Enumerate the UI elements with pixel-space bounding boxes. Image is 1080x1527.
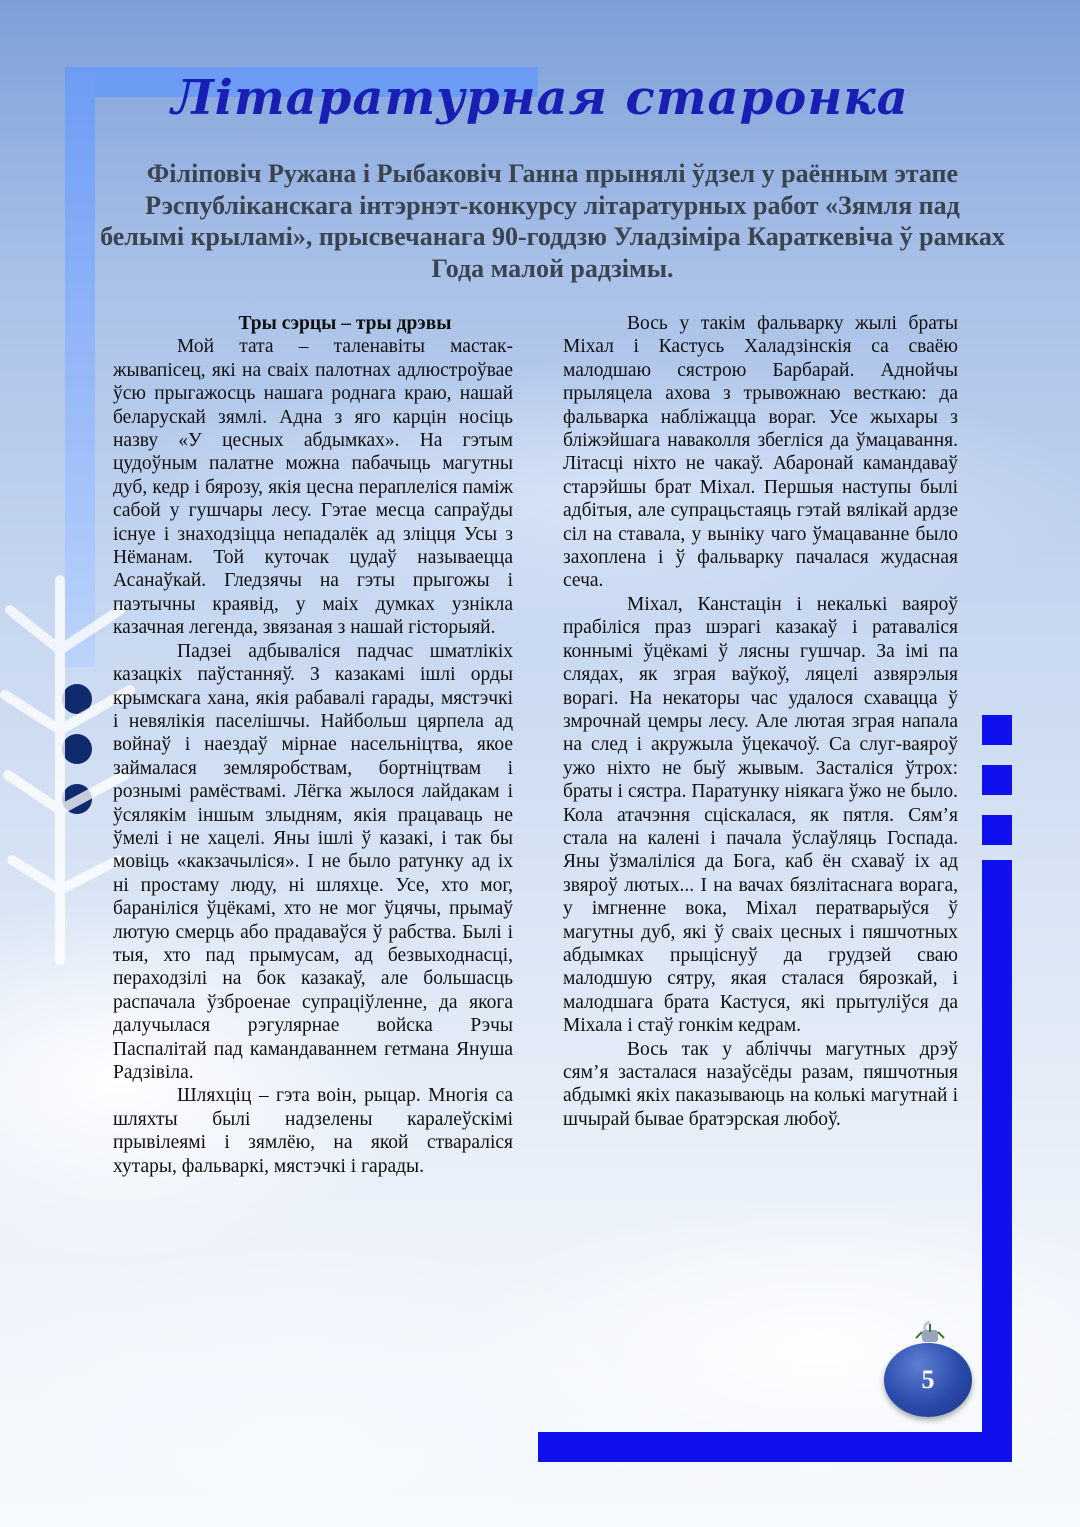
article-title: Тры сэрцы – тры дрэвы (238, 313, 452, 334)
article-paragraph: Міхал, Канстацін і некалькі ваяроў прабіліся праз шэрагі казакаў і ратаваліся коннымі ўцёкамі ў лясны гушчар. За імі па слядах, як зграя ваўкоў, ляцелі азвярэлыя ворагі. На некаторы час удалося схавацца ў змрочнай цемры лесу. Але лютая зграя напала на след і акружыла ўцекачоў. Са слуг-ваяроў ужо ніхто не быў жывым. Засталіся ўтрох: браты і сястра. Паратунку ніякага ўжо не было. Кола атачэння сціскалася, як пятля. Сям’я стала на калені і пачала ўслаўляць Госпада. Яны ўзмаліліся да Бога, каб ён схаваў іх ад звяроў лютых... І на вачах бязлітаснага ворага, у імгненне вока, Міхал ператварыўся ў магутны дуб, які ў сваіх цесных і пяшчотных абдымках прыціснуў да грудзей сваю малодшую сятру, якая сталася бярозкай, і малодшага брата Кастуся, які прытуліўся да Міхала і стаў гонкім кедрам. (563, 593, 958, 1037)
decor-square-2 (982, 765, 1012, 795)
frame-bottom-bar (538, 1432, 1012, 1462)
christmas-ornament-icon (912, 1318, 948, 1346)
article-paragraph: Вось так у абліччы магутных дрэў сям’я засталася назаўсёды разам, пяшчотныя абдымкі якіх паказываюць на колькі магутнай і шчырай бывае братэрская любоў. (563, 1038, 958, 1130)
article-paragraph: Мой тата – таленавіты мастак-жывапісец, які на сваіх палотнах адлюстроўвае ўсю прыгажосць нашага роднага краю, нашай беларускай зямлі. Адна з яго карцін носіць назву «У цесных абдымках». На гэтым цудоўным палатне можна пабачыць магутны дуб, кедр і бярозу, якія цесна пераплеліся паміж сабой у гушчары лесу. Гэтае месца сапраўды існуе і знаходзіцца непадалёк ад зліцця Усы з Нёманам. Той куточак цудаў называецца Асанаўкай. Гледзячы на гэты прыгожы і паэтычны краявід, у маіх думках узнікла казачная легенда, звязаная з нашай гісторыяй. (113, 336, 513, 639)
article-paragraph: Вось у такім фальварку жылі браты Міхал і Кастусь Халадзінскія са сваёю малодшаю сястрою Барбарай. Аднойчы прыляцела ахова з трывожнаю весткаю: да фальварка набліжацца вораг. Усе жыхары з бліжэйшага наваколля збегліся да ўмацавання. Літасці ніхто не чакаў. Абаронай камандаваў старэйшы брат Міхал. Першыя наступы былі адбітыя, але супрацьстаяць гэтай вялікай ардзе сіл на ставала, у выніку чаго ўмацаванне было захоплена і ў фальварку пачалася жудасная сеча. (563, 313, 958, 592)
article-paragraph: Падзеі адбываліся падчас шматлікіх казацкіх паўстанняў. З казакамі ішлі орды крымскага хана, якія рабавалі гарады, мястэчкі і невялікія паселішчы. Найбольш цярпела ад войнаў і наездаў мірнае насельніцтва, якое займалася земляробствам, бортніцтвам і рознымі рамёствамі. Лёгка жылося лайдакам і ўсялякім іншым злыдням, якія працаваць не ўмелі і не хацелі. Яны ішлі ў казакі, і так бы мовіць «какзачыліся». І не было ратунку ад іх ні простаму люду, ні шляхце. Усе, хто мог, бараніліся ўцёкамі, хто не мог ўцячы, прымаў лютую смерць або прадаваўся ў рабства. Былі і тыя, хто пад прымусам, ад безвыходнасці, пераходзілі на бок казакаў, але большасць распачала ўзброенае супраціўленне, да якога далучылася рэгулярнае войска Рэчы Паспалітай пад камандаваннем гетмана Януша Радзівіла. (113, 640, 513, 1083)
frame-right-bar (982, 860, 1012, 1460)
page-number: 5 (884, 1343, 972, 1417)
intro-text: Філіповіч Ружана і Рыбаковіч Ганна прынялі ўдзел у раённым этапе Рэспубліканскага інтэрнэт-конкурсу літаратурных работ «Зямля пад белымі крыламі», прысвечанага 90-годдзю Уладзіміра Караткевіча ў рамках Года малой радзімы. (100, 159, 1005, 283)
article-right-column (563, 312, 958, 1131)
decor-square-1 (982, 715, 1012, 745)
page-title: Літаратурная старонка (171, 70, 909, 126)
article-paragraph: Шляхціц – гэта воін, рыцар. Многія са шляхты былі надзелены каралеўскімі прывілеямі і зямлёю, на якой ствараліся хутары, фальваркі, мястэчкі і гарады. (113, 1085, 513, 1177)
decor-square-3 (982, 815, 1012, 845)
article-left-column (113, 312, 513, 1178)
